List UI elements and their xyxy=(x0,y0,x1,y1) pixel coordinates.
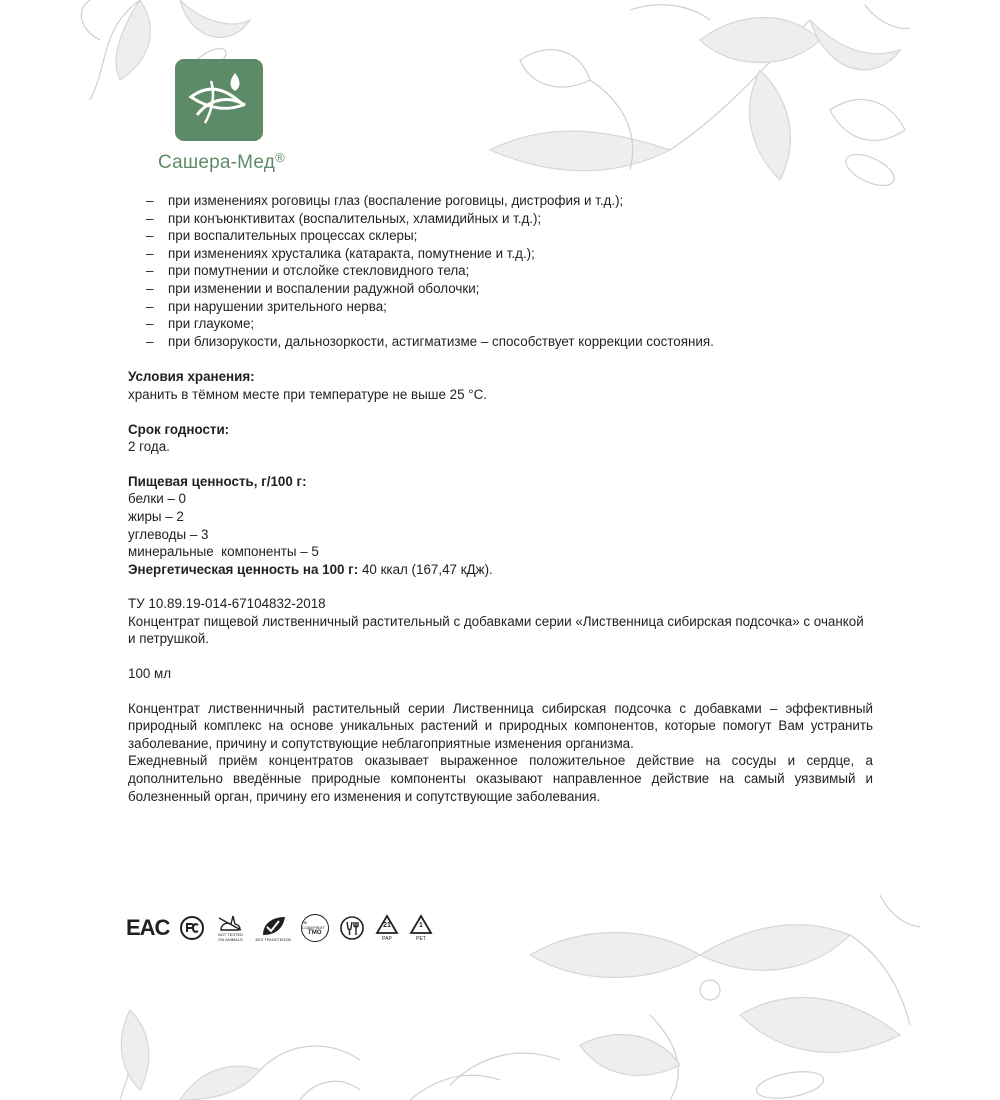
no-transgens-mark: БЕЗ ТРАНСГЕНОВ xyxy=(255,915,291,942)
description-section xyxy=(128,700,873,806)
list-item: – при близорукости, дальнозоркости, астигматизме – способствует коррекции состояния. xyxy=(146,333,714,349)
energy-value: Энергетическая ценность на 100 г: 40 ккал (167,47 кДж). xyxy=(128,561,493,577)
recycle-pap-icon: 21 PAP xyxy=(375,914,399,942)
nutrition-item: углеводы – 3 xyxy=(128,526,209,542)
not-tested-on-animals-mark: NOT TESTED ON ANIMALS xyxy=(215,914,245,942)
floral-decoration-bottom-right xyxy=(410,895,920,1100)
leaf-logo-icon xyxy=(175,59,263,141)
brand-name: Сашера-Мед® xyxy=(158,150,285,173)
product-name: Концентрат пищевой лиственничный растительный с добавками серии «Лиственница сибирская подсочка» с очанкой и петрушкой. xyxy=(128,613,864,647)
description-paragraph: Концентрат лиственничный растительный серии Лиственница сибирская подсочка с добавками – эффективный природный комплекс на основе уникальных растений и природных компонентов, которые помогут Вам устранить заболевание, причину и сопутствующие неблагоприятные изменения организма. xyxy=(128,700,873,751)
list-item: – при изменении и воспалении радужной оболочки; xyxy=(146,280,480,296)
rst-certification-icon xyxy=(179,915,205,941)
recycle-pet-icon: 1 PET xyxy=(409,914,433,942)
nutrition-item: минеральные компоненты – 5 xyxy=(128,544,319,560)
no-gmo-mark: НЕ СОДЕРЖИТ ГМО xyxy=(301,914,329,942)
nutrition-section xyxy=(128,473,873,579)
description-paragraph: Ежедневный приём концентратов оказывает выраженное положительное действие на сосуды и сердце, а дополнительно введённые природные компоненты оказывают направленное действие на самый уязвимый и болезненный орган, причину его изменения и сопутствующие заболевания. xyxy=(128,753,873,804)
list-item: – при изменениях хрусталика (катаракта, помутнение и т.д.); xyxy=(146,245,535,261)
rabbit-icon xyxy=(217,914,243,932)
shelf-life-section xyxy=(128,421,873,456)
leaf-check-icon xyxy=(259,915,287,937)
food-safe-glass-fork-icon xyxy=(339,915,365,941)
storage-title: Условия хранения: xyxy=(128,369,255,385)
list-item: – при изменениях роговицы глаз (воспаление роговицы, дистрофия и т.д.); xyxy=(146,193,624,208)
indications-list xyxy=(128,192,873,350)
nutrition-item: белки – 0 xyxy=(128,491,187,507)
storage-text: хранить в тёмном месте при температуре не выше 25 °С. xyxy=(128,386,488,402)
floral-decoration-top-right xyxy=(470,0,910,210)
volume: 100 мл xyxy=(128,666,172,682)
nutrition-item: жиры – 2 xyxy=(128,508,184,524)
shelf-life-title: Срок годности: xyxy=(128,421,230,437)
storage-section xyxy=(128,368,873,403)
tu-number: ТУ 10.89.19-014-67104832-2018 xyxy=(128,596,326,612)
list-item: – при воспалительных процессах склеры; xyxy=(146,228,418,244)
list-item: – при помутнении и отслойке стекловидного тела; xyxy=(146,263,470,279)
product-text xyxy=(128,192,873,805)
eac-mark: EAC xyxy=(126,915,170,940)
list-item: – при нарушении зрительного нерва; xyxy=(146,298,387,314)
shelf-life-text: 2 года. xyxy=(128,439,170,455)
certification-marks xyxy=(126,908,433,948)
nutrition-title: Пищевая ценность, г/100 г: xyxy=(128,473,307,489)
list-item: – при глаукоме; xyxy=(146,316,255,332)
list-item: – при конъюнктивитах (воспалительных, хламидийных и т.д.); xyxy=(146,210,542,226)
brand-logo xyxy=(175,59,263,141)
floral-decoration-bottom-left xyxy=(100,1000,400,1100)
spec-section xyxy=(128,595,873,648)
